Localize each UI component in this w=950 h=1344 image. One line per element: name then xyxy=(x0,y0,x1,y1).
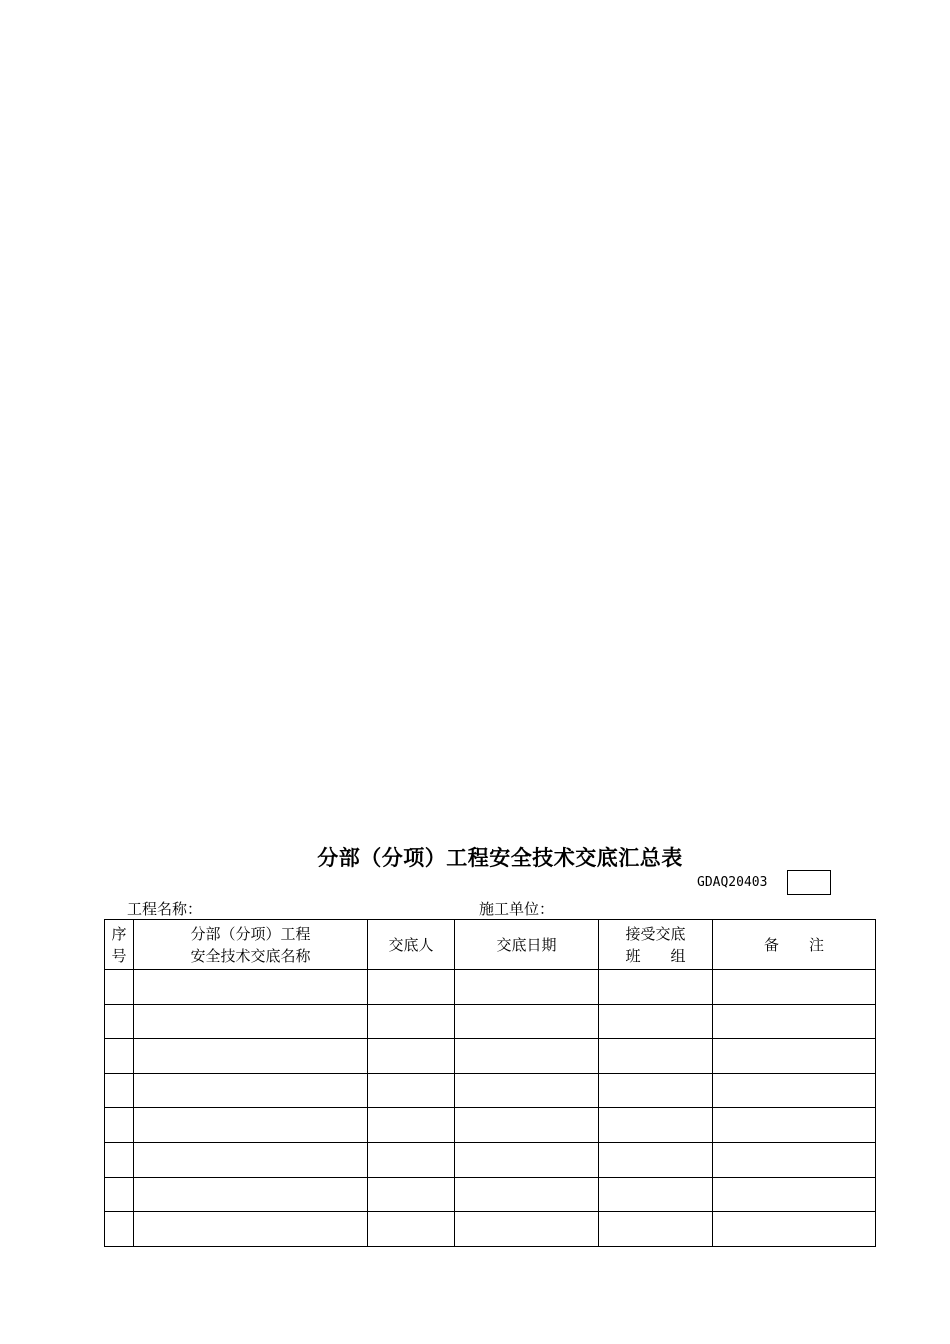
summary-table xyxy=(104,919,876,1247)
header-presenter: 交底人 xyxy=(368,920,455,970)
header-receiver: 接受交底 班 组 xyxy=(599,920,713,970)
cell-seq xyxy=(105,1039,134,1074)
cell-seq xyxy=(105,1004,134,1039)
cell-seq xyxy=(105,1108,134,1143)
form-code-box xyxy=(787,870,831,895)
table-header-row xyxy=(105,920,876,970)
cell-presenter xyxy=(368,970,455,1005)
cell-receiver xyxy=(599,1212,713,1247)
cell-date xyxy=(455,1004,599,1039)
table-row xyxy=(105,1177,876,1212)
table-row xyxy=(105,1039,876,1074)
cell-receiver xyxy=(599,1004,713,1039)
cell-receiver xyxy=(599,1177,713,1212)
cell-seq xyxy=(105,1073,134,1108)
cell-presenter xyxy=(368,1004,455,1039)
table-row xyxy=(105,970,876,1005)
cell-remark xyxy=(713,1004,876,1039)
table-row xyxy=(105,1142,876,1177)
cell-name xyxy=(134,1177,368,1212)
cell-date xyxy=(455,1073,599,1108)
cell-name xyxy=(134,1039,368,1074)
cell-receiver xyxy=(599,970,713,1005)
cell-remark xyxy=(713,1039,876,1074)
cell-presenter xyxy=(368,1073,455,1108)
cell-name xyxy=(134,1142,368,1177)
cell-presenter xyxy=(368,1108,455,1143)
cell-name xyxy=(134,1004,368,1039)
cell-date xyxy=(455,1142,599,1177)
cell-presenter xyxy=(368,1177,455,1212)
header-date: 交底日期 xyxy=(455,920,599,970)
cell-remark xyxy=(713,1177,876,1212)
cell-receiver xyxy=(599,1039,713,1074)
cell-name xyxy=(134,1212,368,1247)
cell-remark xyxy=(713,1212,876,1247)
cell-seq xyxy=(105,1142,134,1177)
header-remark: 备 注 xyxy=(713,920,876,970)
cell-presenter xyxy=(368,1039,455,1074)
table-row xyxy=(105,1004,876,1039)
cell-date xyxy=(455,1212,599,1247)
cell-receiver xyxy=(599,1108,713,1143)
form-code: GDAQ20403 xyxy=(697,875,768,890)
construction-unit-label: 施工单位： xyxy=(479,900,555,918)
cell-name xyxy=(134,1073,368,1108)
cell-receiver xyxy=(599,1073,713,1108)
cell-name xyxy=(134,970,368,1005)
cell-seq xyxy=(105,970,134,1005)
cell-date xyxy=(455,1177,599,1212)
cell-seq xyxy=(105,1212,134,1247)
cell-date xyxy=(455,1108,599,1143)
cell-remark xyxy=(713,970,876,1005)
cell-date xyxy=(455,1039,599,1074)
cell-receiver xyxy=(599,1142,713,1177)
cell-remark xyxy=(713,1108,876,1143)
document-title: 分部（分项）工程安全技术交底汇总表 xyxy=(317,845,683,870)
cell-presenter xyxy=(368,1212,455,1247)
table-body xyxy=(105,970,876,1247)
project-name-label: 工程名称： xyxy=(127,900,203,918)
cell-seq xyxy=(105,1177,134,1212)
header-name: 分部（分项）工程 安全技术交底名称 xyxy=(134,920,368,970)
cell-presenter xyxy=(368,1142,455,1177)
cell-name xyxy=(134,1108,368,1143)
table-row xyxy=(105,1073,876,1108)
cell-remark xyxy=(713,1142,876,1177)
table-row xyxy=(105,1212,876,1247)
table-row xyxy=(105,1108,876,1143)
cell-remark xyxy=(713,1073,876,1108)
header-seq: 序 号 xyxy=(105,920,134,970)
cell-date xyxy=(455,970,599,1005)
